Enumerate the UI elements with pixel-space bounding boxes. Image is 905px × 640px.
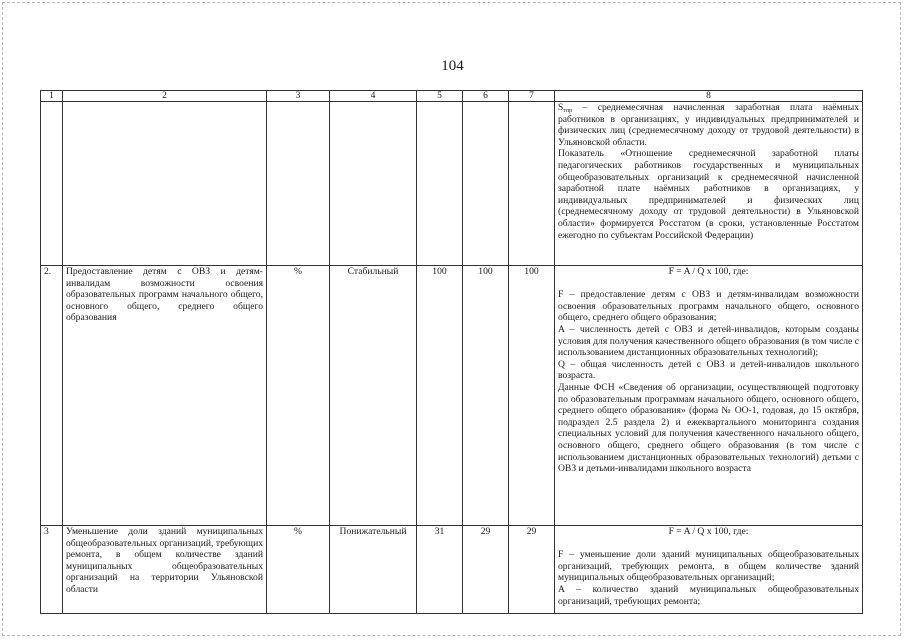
table-row bbox=[41, 266, 863, 526]
table-row bbox=[41, 526, 863, 614]
table-header-row bbox=[41, 91, 863, 102]
row-number: 3 bbox=[41, 526, 63, 614]
definition-f: F – уменьшение доли зданий муниципальных общеобразовательных организаций, требующих ремонта, в общем количестве зданий муниципальных общеобразовательных организаций; bbox=[558, 549, 859, 584]
table-cell bbox=[330, 102, 417, 266]
indicator-name: Уменьшение доли зданий муниципальных общеобразовательных организаций, требующих ремонта, в общем количестве зданий муниципальных общеобразовательных организаций на территории Ульяновской области bbox=[63, 526, 267, 614]
table-cell bbox=[41, 102, 63, 266]
data-source: Данные ФСН «Сведения об организации, осуществляющей подготовку по образовательным программам начального общего, основного общего, среднего общего образования» (форма № ОО-1, годовая, до 15 октября, подраздел 2.5 раздела 2) и ежеквартального мониторинга создания специальных условий для получения качественного начального общего, основного общего, среднего общего образования (в том числе с использованием дистанционных образовательных технологий) детьми с ОВЗ и детьми-инвалидами школьного возраста bbox=[558, 381, 859, 475]
formula-symbol: S bbox=[558, 102, 564, 113]
unit-cell: % bbox=[267, 266, 330, 526]
formula-symbol-subscript: тпр bbox=[563, 108, 573, 114]
definition-text: – среднемесячная начисленная заработная плата наёмных работников в организациях, у индивидуальных предпринимателей и физических лиц (среднемесячному доходу от трудовой деятельности) в Ульяновской области. bbox=[558, 102, 859, 148]
value-cell: 31 bbox=[417, 526, 463, 614]
indicator-name: Предоставление детям с ОВЗ и детям-инвалидам возможности освоения образовательных программ начального общего, основного общего, среднего общего образования bbox=[63, 266, 267, 526]
indicator-table bbox=[40, 90, 863, 614]
column-header: 8 bbox=[555, 91, 863, 102]
value-cell: 100 bbox=[417, 266, 463, 526]
column-header: 7 bbox=[509, 91, 555, 102]
methodology-cell bbox=[555, 266, 863, 526]
value-cell: 29 bbox=[463, 526, 509, 614]
methodology-cell bbox=[555, 526, 863, 614]
page-number: 104 bbox=[441, 58, 464, 74]
table-cell bbox=[509, 102, 555, 266]
value-cell: 29 bbox=[509, 526, 555, 614]
table-row bbox=[41, 102, 863, 266]
definition-f: F – предоставление детям с ОВЗ и детям-инвалидам возможности освоения образовательных программ начального общего, основного общего, среднего общего образования; bbox=[558, 289, 859, 324]
column-header: 5 bbox=[417, 91, 463, 102]
methodology-paragraph bbox=[558, 102, 859, 148]
column-header: 3 bbox=[267, 91, 330, 102]
column-header: 6 bbox=[463, 91, 509, 102]
column-header: 2 bbox=[63, 91, 267, 102]
table-cell bbox=[267, 102, 330, 266]
table-cell bbox=[463, 102, 509, 266]
formula: F = A / Q х 100, где: bbox=[668, 526, 749, 537]
trend-cell: Понижательный bbox=[330, 526, 417, 614]
trend-cell: Стабильный bbox=[330, 266, 417, 526]
row-number: 2. bbox=[41, 266, 63, 526]
unit-cell: % bbox=[267, 526, 330, 614]
formula: F = A / Q х 100, где: bbox=[668, 266, 749, 277]
definition-a: A – численность детей с ОВЗ и детей-инвалидов, которым созданы условия для получения качественного общего образования (в том числе с использованием дистанционных образовательных технологий); bbox=[558, 323, 859, 359]
definition-a: A – количество зданий муниципальных общеобразовательных организаций, требующих ремонта; bbox=[558, 583, 859, 607]
methodology-cell bbox=[555, 102, 863, 266]
value-cell: 100 bbox=[463, 266, 509, 526]
methodology-paragraph: Показатель «Отношение среднемесячной заработной платы педагогических работников государственных и муниципальных общеобразовательных организаций к среднемесячной начисленной заработной плате наёмных работников в организациях, у индивидуальных предпринимателей и физических лиц (среднемесячному доходу от трудовой деятельности) в Ульяновской области» формируется Росстатом (в сроки, установленные Росстатом ежегодно по субъектам Российской Федерации) bbox=[558, 148, 859, 241]
column-header: 4 bbox=[330, 91, 417, 102]
value-cell: 100 bbox=[509, 266, 555, 526]
definition-q: Q – общая численность детей с ОВЗ и детей-инвалидов школьного возраста. bbox=[558, 358, 859, 382]
table-cell bbox=[63, 102, 267, 266]
column-header: 1 bbox=[41, 91, 63, 102]
table-cell bbox=[417, 102, 463, 266]
